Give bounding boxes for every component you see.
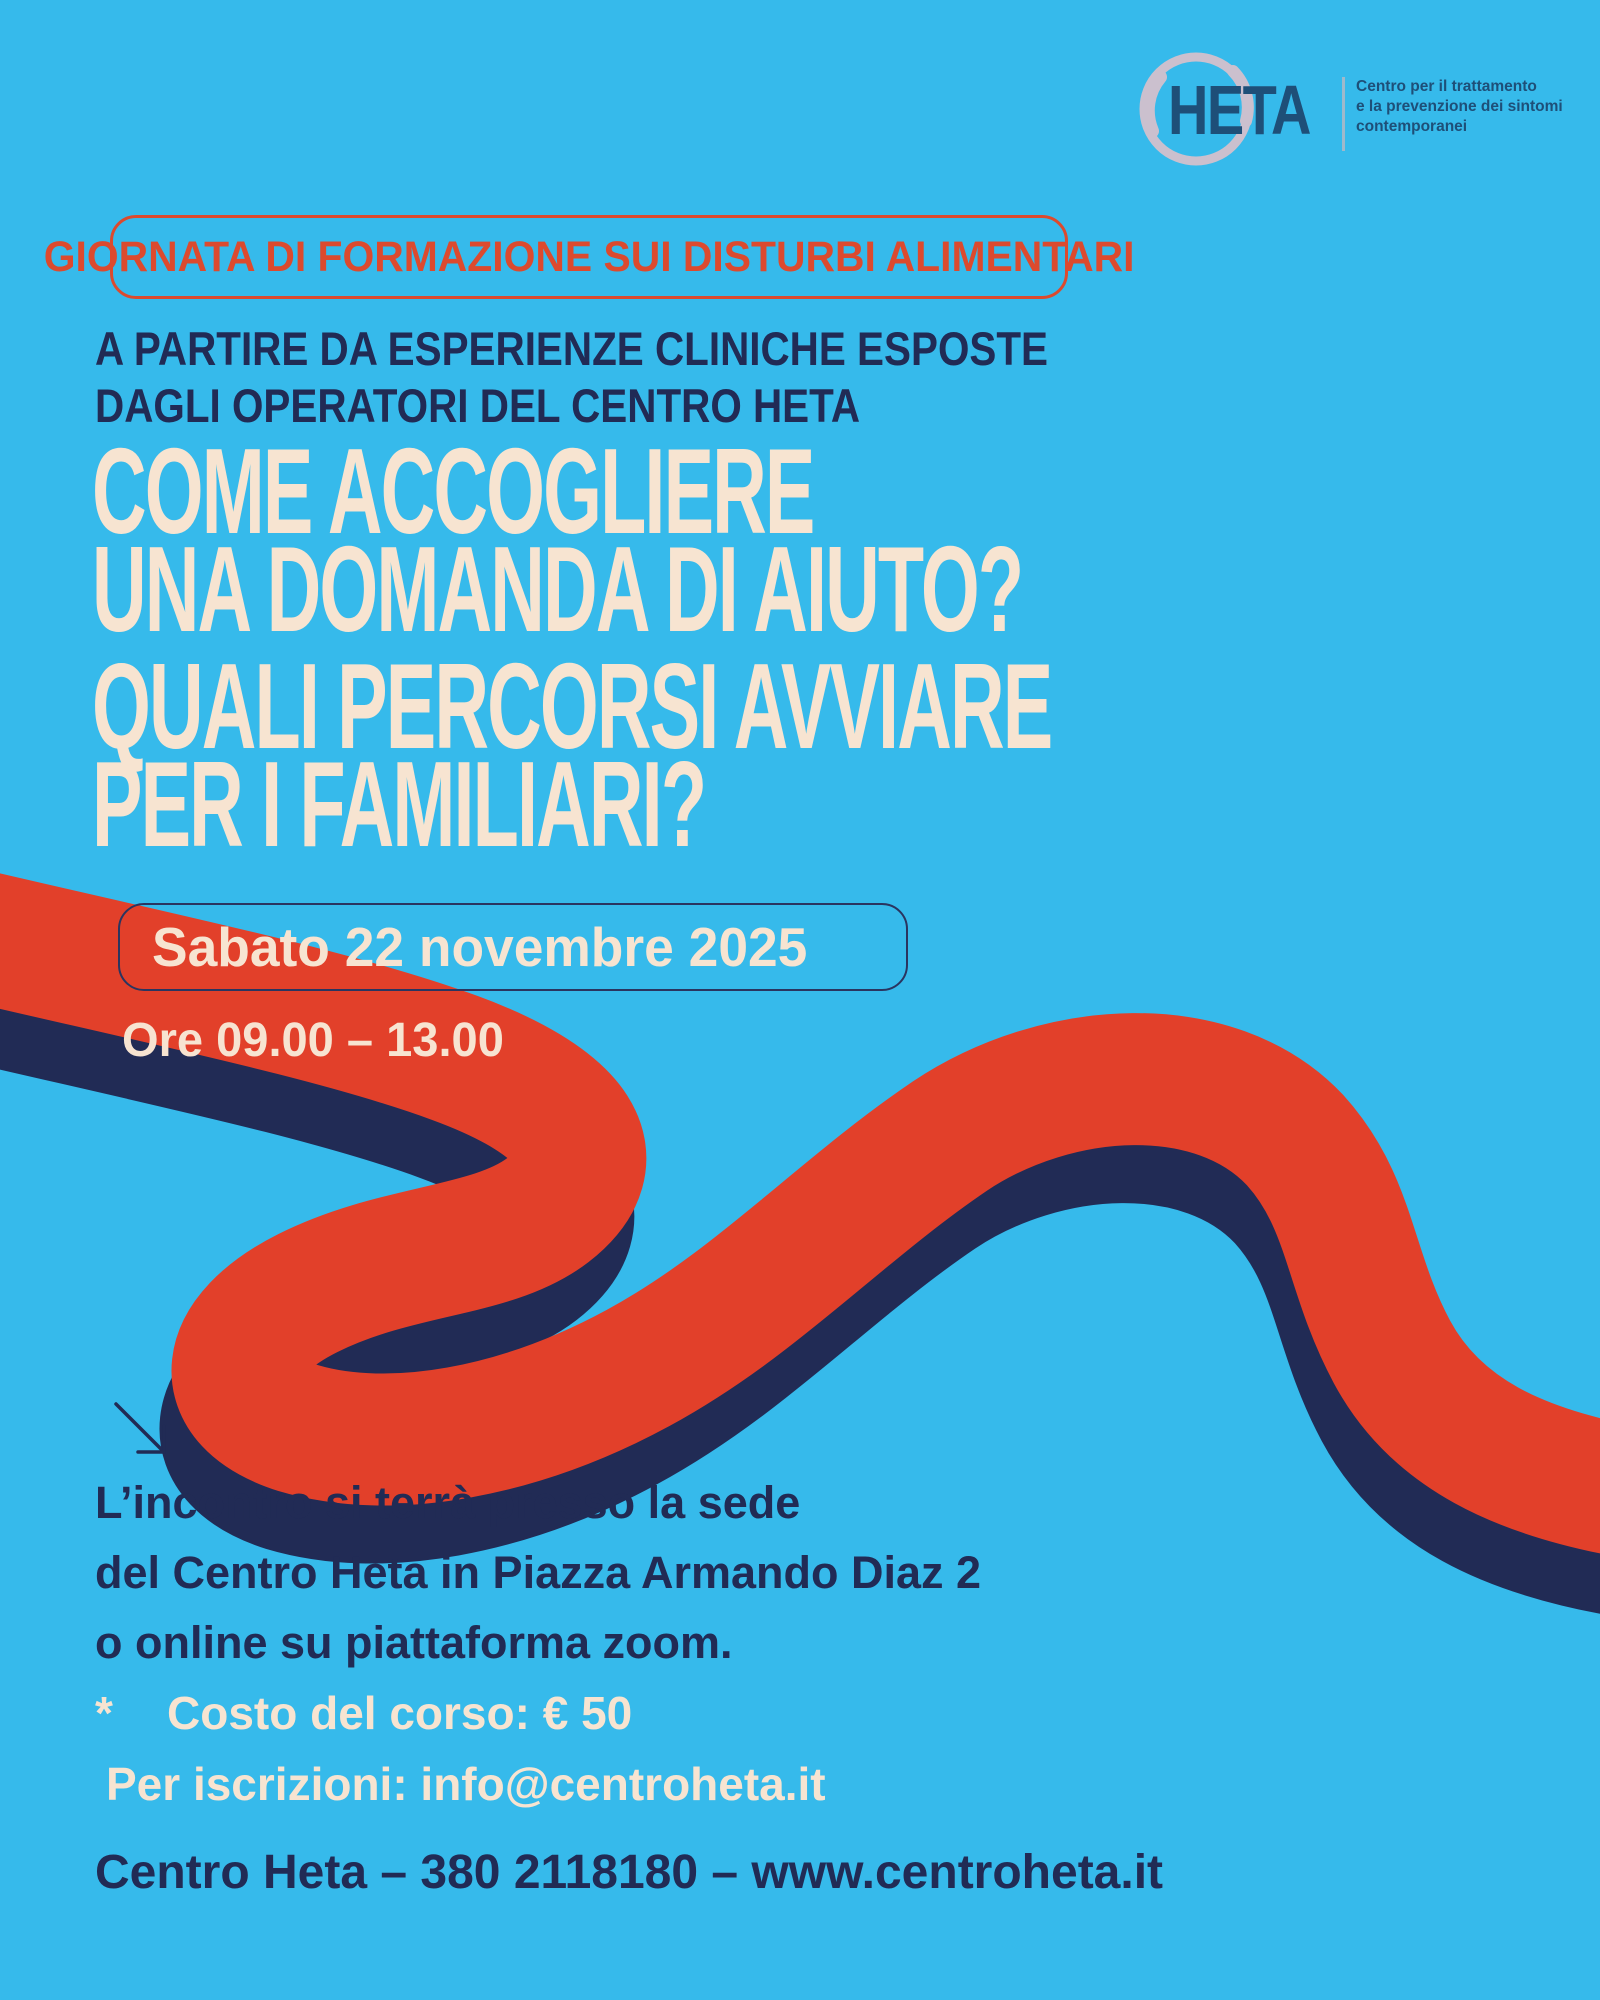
headline-primary [92,423,1023,657]
headline-primary-line-1: COME ACCOGLIERE [92,423,814,559]
down-right-arrow-icon [106,1396,182,1472]
logo-tagline [1356,77,1563,137]
kicker-line-1: A PARTIRE DA ESPERIENZE CLINICHE ESPOSTE [95,322,1049,375]
cost-label: Costo del corso: € 50 [167,1687,633,1739]
headline-secondary [92,638,1052,872]
location-line-2: del Centro Heta in Piazza Armando Diaz 2 [95,1547,982,1598]
logo-divider [1342,77,1345,151]
heta-logo [1130,45,1570,185]
date-badge [118,903,908,991]
enrollment-label: Per iscrizioni: info@centroheta.it [106,1758,826,1810]
logo-tagline-line: e la prevenzione dei sintomi [1356,98,1563,115]
cost-row [95,1686,632,1740]
footer-contact: Centro Heta – 380 2118180 – www.centroheta.it [95,1846,1164,1899]
location-line-3: o online su piattaforma zoom. [95,1617,733,1668]
date-label: Sabato 22 novembre 2025 [152,916,808,978]
event-type-badge-label: GIORNATA DI FORMAZIONE SUI DISTURBI ALIMENTARI [43,232,1135,281]
headline-secondary-line-2: PER I FAMILIARI? [92,736,706,872]
time-label: Ore 09.00 – 13.00 [122,1014,504,1067]
logo-wordmark: HETA [1168,71,1310,149]
ribbon-red-band [0,920,1600,1512]
event-type-badge [43,215,1135,299]
location-text [95,1468,981,1678]
logo-tagline-line: contemporanei [1356,118,1468,135]
location-line-1: L’incontro si terrà presso la sede [95,1477,801,1528]
kicker-line-2: DAGLI OPERATORI DEL CENTRO HETA [95,379,861,432]
headline-secondary-line-1: QUALI PERCORSI AVVIARE [92,638,1052,774]
logo-tagline-line: Centro per il trattamento [1356,78,1537,95]
cost-asterisk: * [95,1687,113,1739]
headline-primary-line-2: UNA DOMANDA DI AIUTO? [92,521,1023,657]
kicker-text [95,320,1048,434]
